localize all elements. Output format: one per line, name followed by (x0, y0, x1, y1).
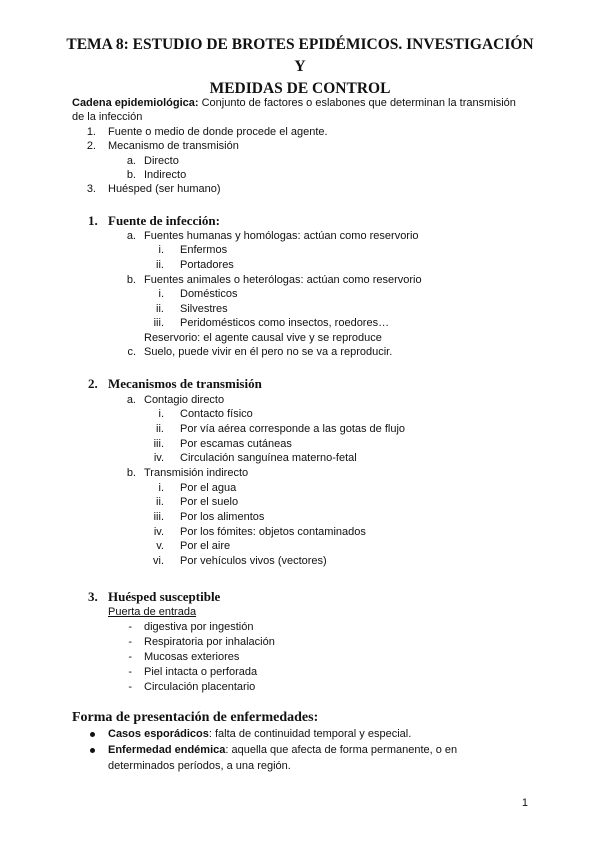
section-3-subheading: Puerta de entrada (108, 606, 197, 618)
list-marker: 1. (86, 126, 96, 138)
list-item: Peridomésticos como insectos, roedores… (180, 317, 390, 329)
casos-label: Casos esporádicos (108, 728, 209, 740)
list-marker: a. (126, 230, 136, 242)
list-item: Portadores (180, 259, 234, 271)
list-item-casos (108, 727, 411, 741)
cadena-label: Cadena epidemiológica: (72, 97, 199, 109)
list-marker: a. (126, 155, 136, 167)
section-1-heading: Fuente de infección: (108, 213, 220, 228)
list-item: Piel intacta o perforada (144, 666, 258, 678)
list-marker: i. (158, 482, 164, 494)
list-item: Circulación sanguínea materno-fetal (180, 452, 357, 464)
list-marker: ii. (156, 259, 164, 271)
endemica-text-cont: determinados períodos, a una región. (108, 760, 291, 772)
list-marker: i. (158, 244, 164, 256)
list-marker: iii. (153, 511, 164, 523)
list-item: Contagio directo (144, 394, 225, 406)
list-marker: iii. (153, 317, 164, 329)
list-item: digestiva por ingestión (144, 621, 254, 633)
list-marker: 2. (86, 140, 96, 152)
list-item: Contacto físico (180, 408, 253, 420)
endemica-text: : aquella que afecta de forma permanente, o en (225, 744, 458, 756)
list-marker: iv. (153, 526, 164, 538)
section-2-heading: Mecanismos de transmisión (108, 376, 262, 391)
bullet-icon (90, 732, 95, 737)
list-item-endemica (108, 743, 457, 757)
list-marker: - (128, 651, 132, 663)
list-item: Transmisión indirecto (144, 467, 249, 479)
list-marker: i. (158, 288, 164, 300)
list-item: Por el aire (180, 540, 231, 552)
list-marker: vi. (153, 555, 164, 567)
list-marker: iii. (153, 438, 164, 450)
list-item: Fuentes animales o heterólogas: actúan como reservorio (144, 274, 422, 286)
cadena-intro (72, 96, 516, 110)
list-marker: a. (126, 394, 136, 406)
section-2-number: 2. (88, 376, 98, 391)
list-marker: iv. (153, 452, 164, 464)
section-1-number: 1. (88, 213, 98, 228)
page-title (60, 34, 540, 100)
list-item: Domésticos (180, 288, 238, 300)
cadena-text-cont: de la infección (72, 111, 143, 123)
list-item: Mucosas exteriores (144, 651, 240, 663)
list-marker: - (128, 636, 132, 648)
bullet-icon (90, 748, 95, 753)
list-item: Directo (144, 155, 179, 167)
list-item: Por vehículos vivos (vectores) (180, 555, 327, 567)
list-item: Respiratoria por inhalación (144, 636, 275, 648)
list-item: Por vía aérea corresponde a las gotas de flujo (180, 423, 406, 435)
list-item: Suelo, puede vivir en él pero no se va a reproducir. (144, 346, 393, 358)
list-item: Fuentes humanas y homólogas: actúan como reservorio (144, 230, 419, 242)
list-item: Por escamas cutáneas (180, 438, 292, 450)
endemica-label: Enfermedad endémica (108, 744, 226, 756)
list-marker: - (128, 681, 132, 693)
list-marker: ii. (156, 423, 164, 435)
list-marker: b. (126, 169, 136, 181)
list-item: Mecanismo de transmisión (108, 140, 239, 152)
list-marker: - (128, 621, 132, 633)
list-item: Por los alimentos (180, 511, 265, 523)
list-item: Circulación placentario (144, 681, 256, 693)
list-item: Indirecto (144, 169, 187, 181)
list-marker: - (128, 666, 132, 678)
list-item: Por el agua (180, 482, 237, 494)
casos-text: : falta de continuidad temporal y especial. (208, 728, 412, 740)
list-marker: v. (156, 540, 164, 552)
list-item: Por el suelo (180, 496, 239, 508)
cadena-text: Conjunto de factores o eslabones que determinan la transmisión (198, 97, 516, 109)
list-marker: c. (127, 346, 136, 358)
list-marker: 3. (86, 183, 96, 195)
section-3-heading: Huésped susceptible (108, 589, 221, 604)
reservorio-note: Reservorio: el agente causal vive y se reproduce (144, 332, 382, 344)
section-3-number: 3. (88, 589, 98, 604)
list-item: Enfermos (180, 244, 228, 256)
title-line-1: TEMA 8: ESTUDIO DE BROTES EPIDÉMICOS. INVESTIGACIÓN Y (66, 36, 534, 75)
list-marker: b. (126, 467, 136, 479)
list-item: Por los fómites: objetos contaminados (180, 526, 366, 538)
title-line-2: MEDIDAS DE CONTROL (209, 80, 391, 97)
list-marker: i. (158, 408, 164, 420)
list-marker: ii. (156, 496, 164, 508)
list-item: Fuente o medio de donde procede el agente. (108, 126, 328, 138)
list-marker: ii. (156, 303, 164, 315)
page-number: 1 (521, 797, 528, 809)
list-item: Huésped (ser humano) (108, 183, 221, 195)
list-item: Silvestres (180, 303, 228, 315)
forma-heading: Forma de presentación de enfermedades: (72, 710, 319, 725)
list-marker: b. (126, 274, 136, 286)
